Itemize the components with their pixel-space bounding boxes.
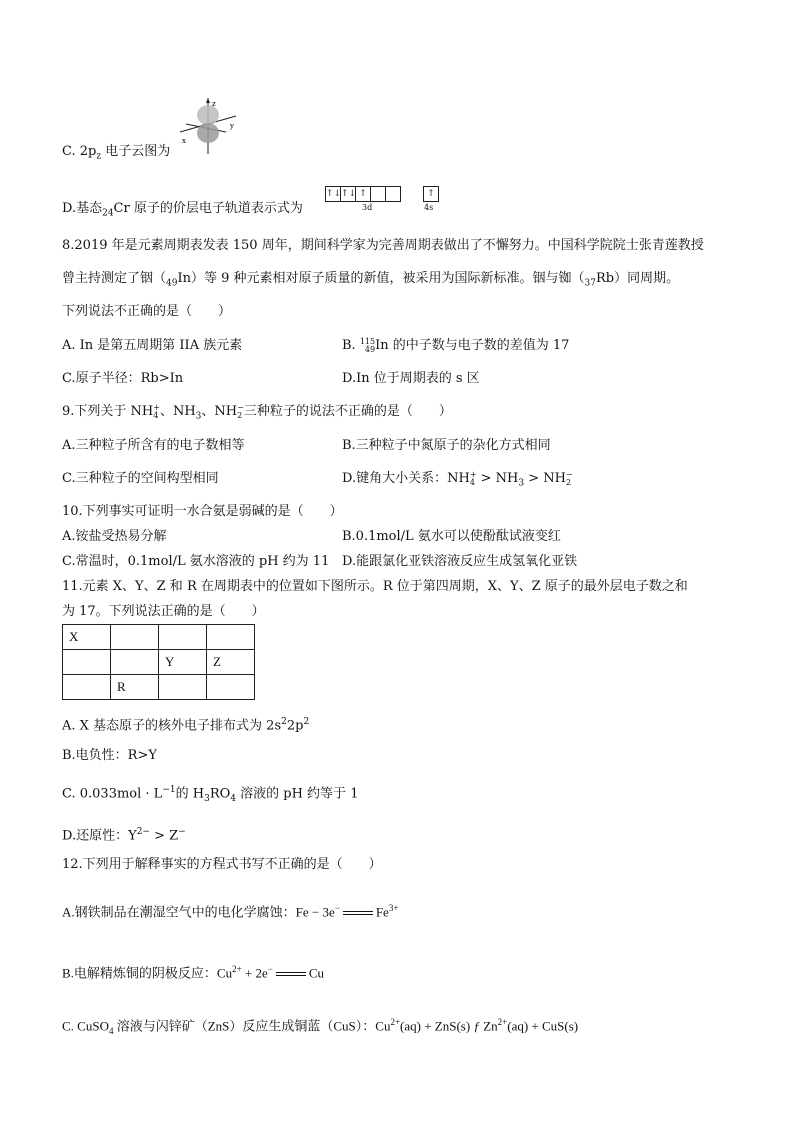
orbital-box: ↑ [423, 186, 439, 202]
q8-option-c: C.原子半径：Rb>In [62, 371, 184, 386]
orbital-box: ↑↓ [340, 186, 356, 202]
table-cell [159, 675, 207, 700]
q10-option-a: A.铵盐受热易分解 [62, 529, 167, 544]
pz-orbital-diagram [176, 96, 240, 156]
label-3d: 3d [362, 203, 373, 212]
y-axis-label: y [230, 122, 234, 130]
table-cell [159, 625, 207, 650]
periodic-table-fragment [62, 624, 255, 700]
label-4s: 4s [424, 203, 434, 212]
orbital-diagram-4s [423, 186, 438, 202]
q10-option-b: B.0.1mol/L 氨水可以使酚酞试液变红 [342, 529, 561, 544]
orbital-diagram-3d [325, 186, 400, 202]
q10-option-c: C.常温时，0.1mol/L 氨水溶液的 pH 约为 11 [62, 554, 330, 569]
q8-stem-line1: 8.2019 年是元素周期表发表 150 周年，期间科学家为完善周期表做出了不懈努力。中国科学院院士张青莲教授 [62, 238, 704, 253]
q8-stem-line2: 曾主持测定了铟$(_{49}In)$等 9 种元素相对原子质量的新值，被采用为国际新标准。铟与铷$(_{37}Rb)$同周期。 [62, 271, 680, 289]
table-cell: X [63, 625, 111, 650]
orbital-box: ↑ [355, 186, 371, 202]
q11-option-d: D.还原性：$Y^{2-} > Z^-$ [62, 827, 186, 844]
q11-option-b: B.电负性：R>Y [62, 748, 157, 763]
table-cell [207, 675, 255, 700]
q8-option-a: A. In 是第五周期第 IIA 族元素 [62, 338, 243, 353]
orbital-box [370, 186, 386, 202]
orbital-box [385, 186, 401, 202]
q7-option-c: C. $2p_z$ 电子云图为 [62, 144, 171, 162]
equilibrium-symbol: ƒ [473, 1018, 480, 1034]
orbital-box: ↑↓ [325, 186, 341, 202]
table-cell: Z [207, 650, 255, 675]
table-row [63, 625, 255, 650]
q12-option-b: B.电解精炼铜的阴极反应：$Cu^{2+} + 2e^-$ Cu [62, 964, 325, 981]
q10-option-d: D.能跟氯化亚铁溶液反应生成氢氧化亚铁 [342, 554, 578, 569]
q9-option-d: D.键角大小关系：NH+ $4 > NH_3 > NH-$ 2 [342, 469, 573, 489]
q8-option-d: D.In 位于周期表的 s 区 [342, 371, 480, 386]
q11-option-a: A. X 基态原子的核外电子排布式为 $2s^22p^2$ [62, 717, 310, 734]
equals-sign [276, 972, 306, 976]
q9-option-b: B.三种粒子中氮原子的杂化方式相同 [342, 438, 551, 453]
x-axis-label: x [182, 137, 186, 145]
table-cell [207, 625, 255, 650]
q12-stem: 12.下列用于解释事实的方程式书写不正确的是（ ） [62, 857, 382, 872]
q9-option-c: C.三种粒子的空间构型相同 [62, 471, 219, 486]
q10-stem: 10.下列事实可证明一水合氨是弱碱的是（ ） [62, 504, 343, 519]
equals-sign [343, 911, 373, 915]
table-cell [111, 625, 159, 650]
q12-option-c: C. CuSO$_4$ 溶液与闪锌矿（ZnS）反应生成铜蓝（CuS）：$Cu^{2+}(aq) + ZnS(s)$ ƒ $Zn^{2+}(aq) + CuS(s)$ [62, 1017, 579, 1036]
q9-stem: 9.下列关于 NH+ 4 、$NH_3$、NH− 2 三种粒子的说法不正确的是（ ） [62, 402, 452, 422]
q11-stem-line1: 11.元素 X、Y、Z 和 R 在周期表中的位置如下图所示。R 位于第四周期，X、Y、Z 原子的最外层电子数之和 [62, 579, 688, 594]
table-row [63, 650, 255, 675]
table-cell [63, 675, 111, 700]
table-cell: Y [159, 650, 207, 675]
q11-option-c: C. $0.033mol \cdot L^{-1}$的 $H_3RO_4$ 溶液的 pH 约等于 1 [62, 785, 359, 804]
table-cell [111, 650, 159, 675]
upper-lobe [197, 105, 219, 125]
q11-stem-line2: 为 17。下列说法正确的是（ ） [62, 604, 265, 619]
table-cell: R [111, 675, 159, 700]
q9-option-a: A.三种粒子所含有的电子数相等 [62, 438, 245, 453]
q7-option-d: D.基态$_{24}$Cr 原子的价层电子轨道表示式为 [62, 201, 303, 219]
q8-option-b: B. 115 49In 的中子数与电子数的差值为 17 [342, 336, 570, 354]
isotope-notation: 115 49 [359, 336, 376, 354]
z-axis-label: z [212, 100, 216, 108]
q12-option-a: A.钢铁制品在潮湿空气中的电化学腐蚀：Fe − 3e− $Fe^{3+}$ [62, 903, 399, 920]
lower-lobe [197, 123, 219, 143]
table-cell [63, 650, 111, 675]
z-axis-arrow [206, 98, 210, 103]
table-row [63, 675, 255, 700]
q8-question: 下列说法不正确的是（ ） [62, 304, 232, 319]
